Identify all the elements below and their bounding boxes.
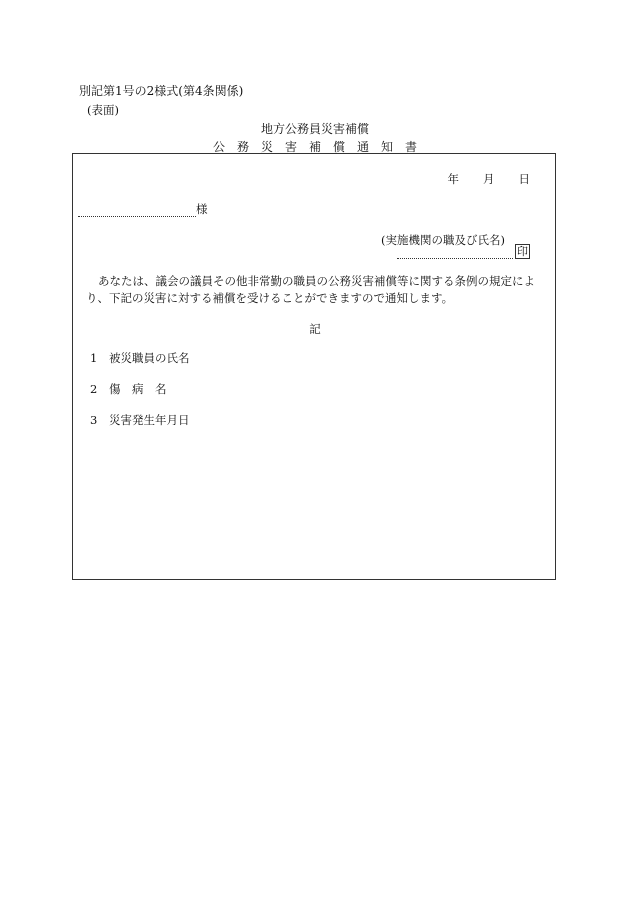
item-number: 1 (90, 351, 98, 365)
item-number: 3 (90, 413, 98, 427)
item-number: 2 (90, 382, 98, 396)
notice-body: あなたは、議会の議員その他非常勤の職員の公務災害補償等に関する条例の規定により、下記の災害に対する補償を受けることができますので通知します。 (86, 274, 535, 305)
item-label: 被災職員の氏名 (109, 351, 190, 365)
addressee-line (78, 201, 208, 217)
item-incident-date (90, 412, 190, 428)
item-injury-name (90, 381, 167, 397)
form-frame (72, 153, 556, 580)
date-month: 月 (483, 172, 495, 186)
form-reference: 別記第1号の2様式(第4条関係) (79, 84, 244, 98)
document-title-line2: 公務災害補償通知書 (212, 140, 429, 154)
document-title-line1: 地方公務員災害補償 (260, 122, 369, 136)
issuer-signature-line (397, 244, 530, 259)
addressee-field[interactable] (78, 205, 196, 217)
side-label: (表面) (87, 103, 119, 117)
item-victim-name (90, 350, 190, 366)
date-year: 年 (447, 172, 459, 186)
issuer-name-field[interactable] (397, 246, 513, 259)
date-line (448, 171, 531, 187)
addressee-suffix: 様 (196, 202, 208, 216)
date-day: 日 (518, 172, 530, 186)
ki-heading: 記 (309, 322, 321, 336)
item-label: 傷 病 名 (109, 382, 167, 396)
item-label: 災害発生年月日 (109, 413, 190, 427)
issuer-label: (実施機関の職及び氏名) (381, 233, 505, 247)
seal-mark: 印 (517, 245, 528, 258)
